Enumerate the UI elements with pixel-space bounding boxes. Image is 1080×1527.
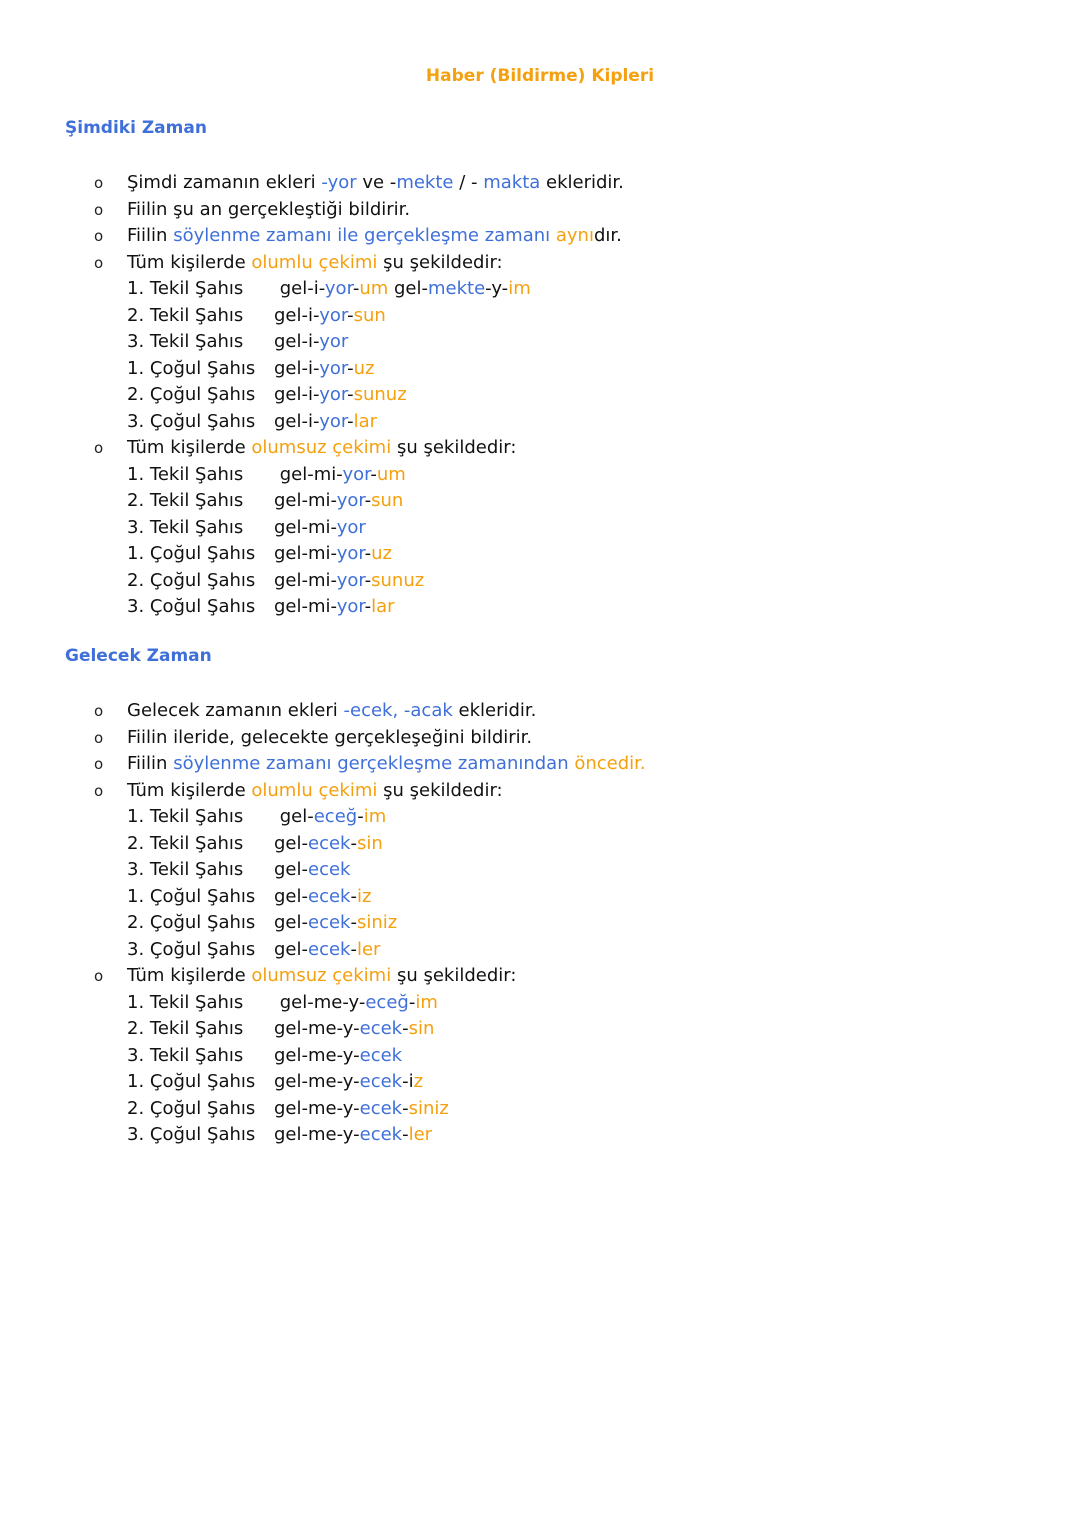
conjugation-row (127, 568, 424, 594)
text-segment: / - (453, 172, 484, 193)
text-segment: şu şekildedir: (391, 437, 517, 458)
text-segment: yor (336, 490, 365, 511)
text-segment: yor (319, 384, 348, 405)
text-segment: - (347, 410, 354, 432)
person-label: 1. Çoğul Şahıs (127, 1071, 256, 1092)
text-segment: - (350, 832, 357, 854)
text-segment: gel-i- (274, 304, 320, 326)
text-segment: Şimdi zamanın ekleri (127, 172, 322, 193)
text-segment: söylenme zamanı ile gerçekleşme zamanı (173, 225, 556, 246)
conjugation-row (127, 303, 386, 329)
text-segment: sunuz (371, 569, 425, 591)
person-label: 1. Tekil Şahıs (127, 463, 244, 485)
section-title: Gelecek Zaman (65, 646, 212, 666)
section-title: Şimdiki Zaman (65, 118, 207, 138)
person-label: 3. Çoğul Şahıs (127, 410, 256, 432)
conjugation-row (127, 937, 380, 963)
text-segment: im (508, 278, 531, 299)
text-segment: aynı (555, 225, 594, 246)
person-label: 1. Çoğul Şahıs (127, 543, 256, 564)
text-segment: gel-mi- (274, 463, 343, 485)
text-segment: gel-mi- (274, 596, 337, 617)
person-label: 2. Çoğul Şahıs (127, 912, 256, 933)
text-segment: Fiilin ileride, gelecekte gerçekleşeğini bildirir. (127, 726, 533, 748)
text-segment: - (402, 1124, 409, 1145)
text-segment: ecek (359, 1044, 403, 1066)
text-segment: Fiilin (127, 753, 174, 774)
text-segment: gel-i- (274, 384, 320, 405)
text-segment: im (363, 806, 387, 827)
bullet-circle-icon: o (94, 227, 104, 245)
person-label: 3. Tekil Şahıs (127, 1044, 244, 1066)
text-segment: gel-me-y- (274, 1097, 360, 1119)
text-segment: - (364, 596, 372, 617)
text-segment: sun (371, 490, 404, 511)
text-segment: - (364, 543, 372, 564)
conjugation-row (127, 594, 395, 620)
bullet-text (127, 197, 410, 223)
text-segment: yor (319, 357, 348, 379)
bullet-text (127, 698, 536, 724)
person-label: 2. Tekil Şahıs (127, 490, 244, 511)
text-segment: yor (319, 304, 348, 326)
text-segment: gel- (274, 806, 314, 827)
text-segment: gel-mi- (274, 569, 337, 591)
text-segment: ecek (359, 1018, 403, 1039)
document-title: Haber (Bildirme) Kipleri (425, 66, 655, 86)
conjugation-row (127, 488, 403, 514)
bullet-circle-icon: o (94, 781, 104, 800)
bullet-circle-icon: o (94, 967, 104, 985)
person-label: 3. Çoğul Şahıs (127, 596, 256, 617)
conjugation-row (127, 541, 392, 567)
bullet-text (127, 725, 532, 751)
bullet-text (127, 250, 503, 276)
bullet-text (127, 170, 624, 196)
text-segment: olumlu çekimi (251, 251, 378, 273)
text-segment: ecek (308, 938, 351, 960)
text-segment: - (364, 569, 372, 591)
text-segment: mekte (396, 172, 454, 193)
person-label: 1. Çoğul Şahıs (127, 357, 256, 379)
conjugation-row (127, 382, 407, 408)
text-segment: öncedir. (574, 753, 646, 774)
text-segment: dır. (593, 225, 622, 246)
text-segment: - (370, 463, 377, 485)
text-segment: iz (356, 885, 372, 907)
text-segment: gel- (274, 859, 308, 880)
conjugation-row (127, 884, 371, 910)
text-segment: olumsuz çekimi (251, 437, 392, 458)
text-segment: gel-i- (274, 357, 320, 379)
text-segment: şu şekildedir: (377, 779, 503, 801)
text-segment: yor (336, 596, 365, 617)
text-segment: eceğ (365, 991, 409, 1013)
conjugation-row (127, 1096, 449, 1122)
text-segment: gel-mi- (274, 490, 337, 511)
bullet-text (127, 963, 516, 989)
text-segment: şu şekildedir: (391, 965, 517, 986)
text-segment: gel-me-y- (274, 1018, 360, 1039)
bullet-circle-icon: o (94, 200, 104, 219)
person-label: 1. Tekil Şahıs (127, 991, 244, 1013)
text-segment: Tüm kişilerde (127, 965, 252, 986)
conjugation-row (127, 1043, 402, 1069)
text-segment: yor (342, 463, 371, 485)
text-segment: yor (319, 410, 348, 432)
text-segment: yor (336, 516, 366, 538)
conjugation-row (127, 515, 366, 541)
text-segment: söylenme zamanı gerçekleşme zamanından (173, 753, 575, 774)
person-label: 2. Çoğul Şahıs (127, 1097, 256, 1119)
text-segment: - (347, 384, 354, 405)
bullet-text (127, 223, 622, 249)
text-segment: - (347, 304, 354, 326)
text-segment: lar (353, 410, 378, 432)
conjugation-row (127, 990, 438, 1016)
text-segment: ekleridir. (540, 172, 624, 193)
person-label: 2. Çoğul Şahıs (127, 384, 256, 405)
text-segment: gel-i- (274, 410, 320, 432)
text-segment: ecek (359, 1124, 403, 1145)
text-segment: Fiilin şu an gerçekleştiği bildirir. (127, 198, 411, 220)
text-segment: - (364, 490, 372, 511)
person-label: 2. Tekil Şahıs (127, 304, 244, 326)
text-segment: gel-me-y- (274, 1044, 360, 1066)
text-segment: olumlu çekimi (251, 779, 378, 801)
bullet-circle-icon: o (94, 174, 104, 192)
text-segment: siniz (408, 1097, 449, 1119)
conjugation-row (127, 857, 350, 883)
bullet-circle-icon: o (94, 702, 104, 720)
text-segment: gel- (274, 885, 308, 907)
bullet-circle-icon: o (94, 755, 104, 773)
text-segment: - (408, 991, 416, 1013)
person-label: 3. Tekil Şahıs (127, 859, 244, 880)
text-segment: - (357, 806, 364, 827)
text-segment: yor (319, 331, 349, 352)
text-segment: im (415, 991, 438, 1013)
text-segment: - (347, 357, 354, 379)
conjugation-row (127, 910, 397, 936)
text-segment: gel- (274, 832, 308, 854)
bullet-circle-icon: o (94, 253, 104, 272)
text-segment: yor (324, 278, 353, 299)
text-segment: makta (483, 172, 541, 193)
text-segment: ler (408, 1124, 433, 1145)
text-segment: -i (402, 1071, 414, 1092)
bullet-circle-icon: o (94, 439, 104, 457)
conjugation-row (127, 1122, 432, 1148)
text-segment: gel-mi- (274, 543, 337, 564)
text-segment: z (413, 1071, 424, 1092)
person-label: 2. Çoğul Şahıs (127, 569, 256, 591)
text-segment: sunuz (353, 384, 407, 405)
text-segment: sun (353, 304, 386, 326)
text-segment: siniz (356, 912, 398, 933)
text-segment: ecek (359, 1097, 403, 1119)
text-segment: gel-me-y- (274, 1124, 360, 1145)
person-label: 3. Tekil Şahıs (127, 516, 244, 538)
text-segment: ler (356, 938, 381, 960)
text-segment: gel-mi- (274, 516, 337, 538)
text-segment: -y- (485, 278, 509, 299)
text-segment: yor (336, 543, 365, 564)
text-segment: ecek (308, 912, 351, 933)
text-segment: lar (371, 596, 395, 617)
text-segment: gel-i- (274, 278, 325, 299)
text-segment: gel-i- (274, 331, 320, 352)
text-segment: um (376, 463, 406, 485)
text-segment: - (402, 1018, 409, 1039)
text-segment: uz (353, 357, 375, 379)
conjugation-row (127, 804, 386, 830)
conjugation-row (127, 329, 348, 355)
text-segment: olumsuz çekimi (251, 965, 392, 986)
text-segment: ecek (359, 1071, 403, 1092)
person-label: 3. Çoğul Şahıs (127, 938, 256, 960)
conjugation-row (127, 276, 531, 302)
text-segment: ekleridir. (452, 700, 537, 721)
bullet-text (127, 435, 516, 461)
text-segment: ve - (356, 172, 397, 193)
text-segment: ecek (308, 885, 351, 907)
person-label: 1. Tekil Şahıs (127, 806, 244, 827)
text-segment: uz (371, 543, 392, 564)
person-label: 3. Çoğul Şahıs (127, 1124, 256, 1145)
person-label: 2. Tekil Şahıs (127, 1018, 244, 1039)
conjugation-row (127, 409, 377, 435)
text-segment: Tüm kişilerde (127, 251, 252, 273)
text-segment: um (359, 278, 389, 299)
text-segment: gel- (388, 278, 428, 299)
conjugation-row (127, 356, 374, 382)
text-segment: - (402, 1097, 409, 1119)
text-segment: - (350, 885, 357, 907)
text-segment: gel-me-y- (274, 1071, 360, 1092)
conjugation-row (127, 462, 406, 488)
text-segment: sin (356, 832, 383, 854)
text-segment: eceğ (313, 806, 358, 827)
bullet-text (127, 751, 646, 777)
conjugation-row (127, 1069, 423, 1095)
person-label: 2. Tekil Şahıs (127, 832, 244, 854)
text-segment: şu şekildedir: (377, 251, 503, 273)
text-segment: yor (336, 569, 365, 591)
text-segment: gel-me-y- (274, 991, 366, 1013)
text-segment: -ecek, -acak (343, 700, 453, 721)
text-segment: Fiilin (127, 225, 174, 246)
text-segment: - (350, 912, 357, 933)
text-segment: gel- (274, 912, 308, 933)
conjugation-row (127, 831, 383, 857)
bullet-circle-icon: o (94, 728, 104, 747)
bullet-text (127, 778, 503, 804)
conjugation-row (127, 1016, 434, 1042)
text-segment: -yor (321, 172, 357, 193)
person-label: 1. Çoğul Şahıs (127, 885, 256, 907)
text-segment: gel- (274, 938, 308, 960)
text-segment: mekte (428, 278, 486, 299)
text-segment: Tüm kişilerde (127, 437, 252, 458)
text-segment: Gelecek zamanın ekleri (127, 700, 344, 721)
text-segment: - (350, 938, 357, 960)
text-segment: ecek (308, 832, 351, 854)
person-label: 3. Tekil Şahıs (127, 331, 244, 352)
person-label: 1. Tekil Şahıs (127, 278, 244, 299)
text-segment: ecek (308, 859, 351, 880)
text-segment: - (352, 278, 360, 299)
text-segment: sin (408, 1018, 435, 1039)
text-segment: Tüm kişilerde (127, 779, 252, 801)
